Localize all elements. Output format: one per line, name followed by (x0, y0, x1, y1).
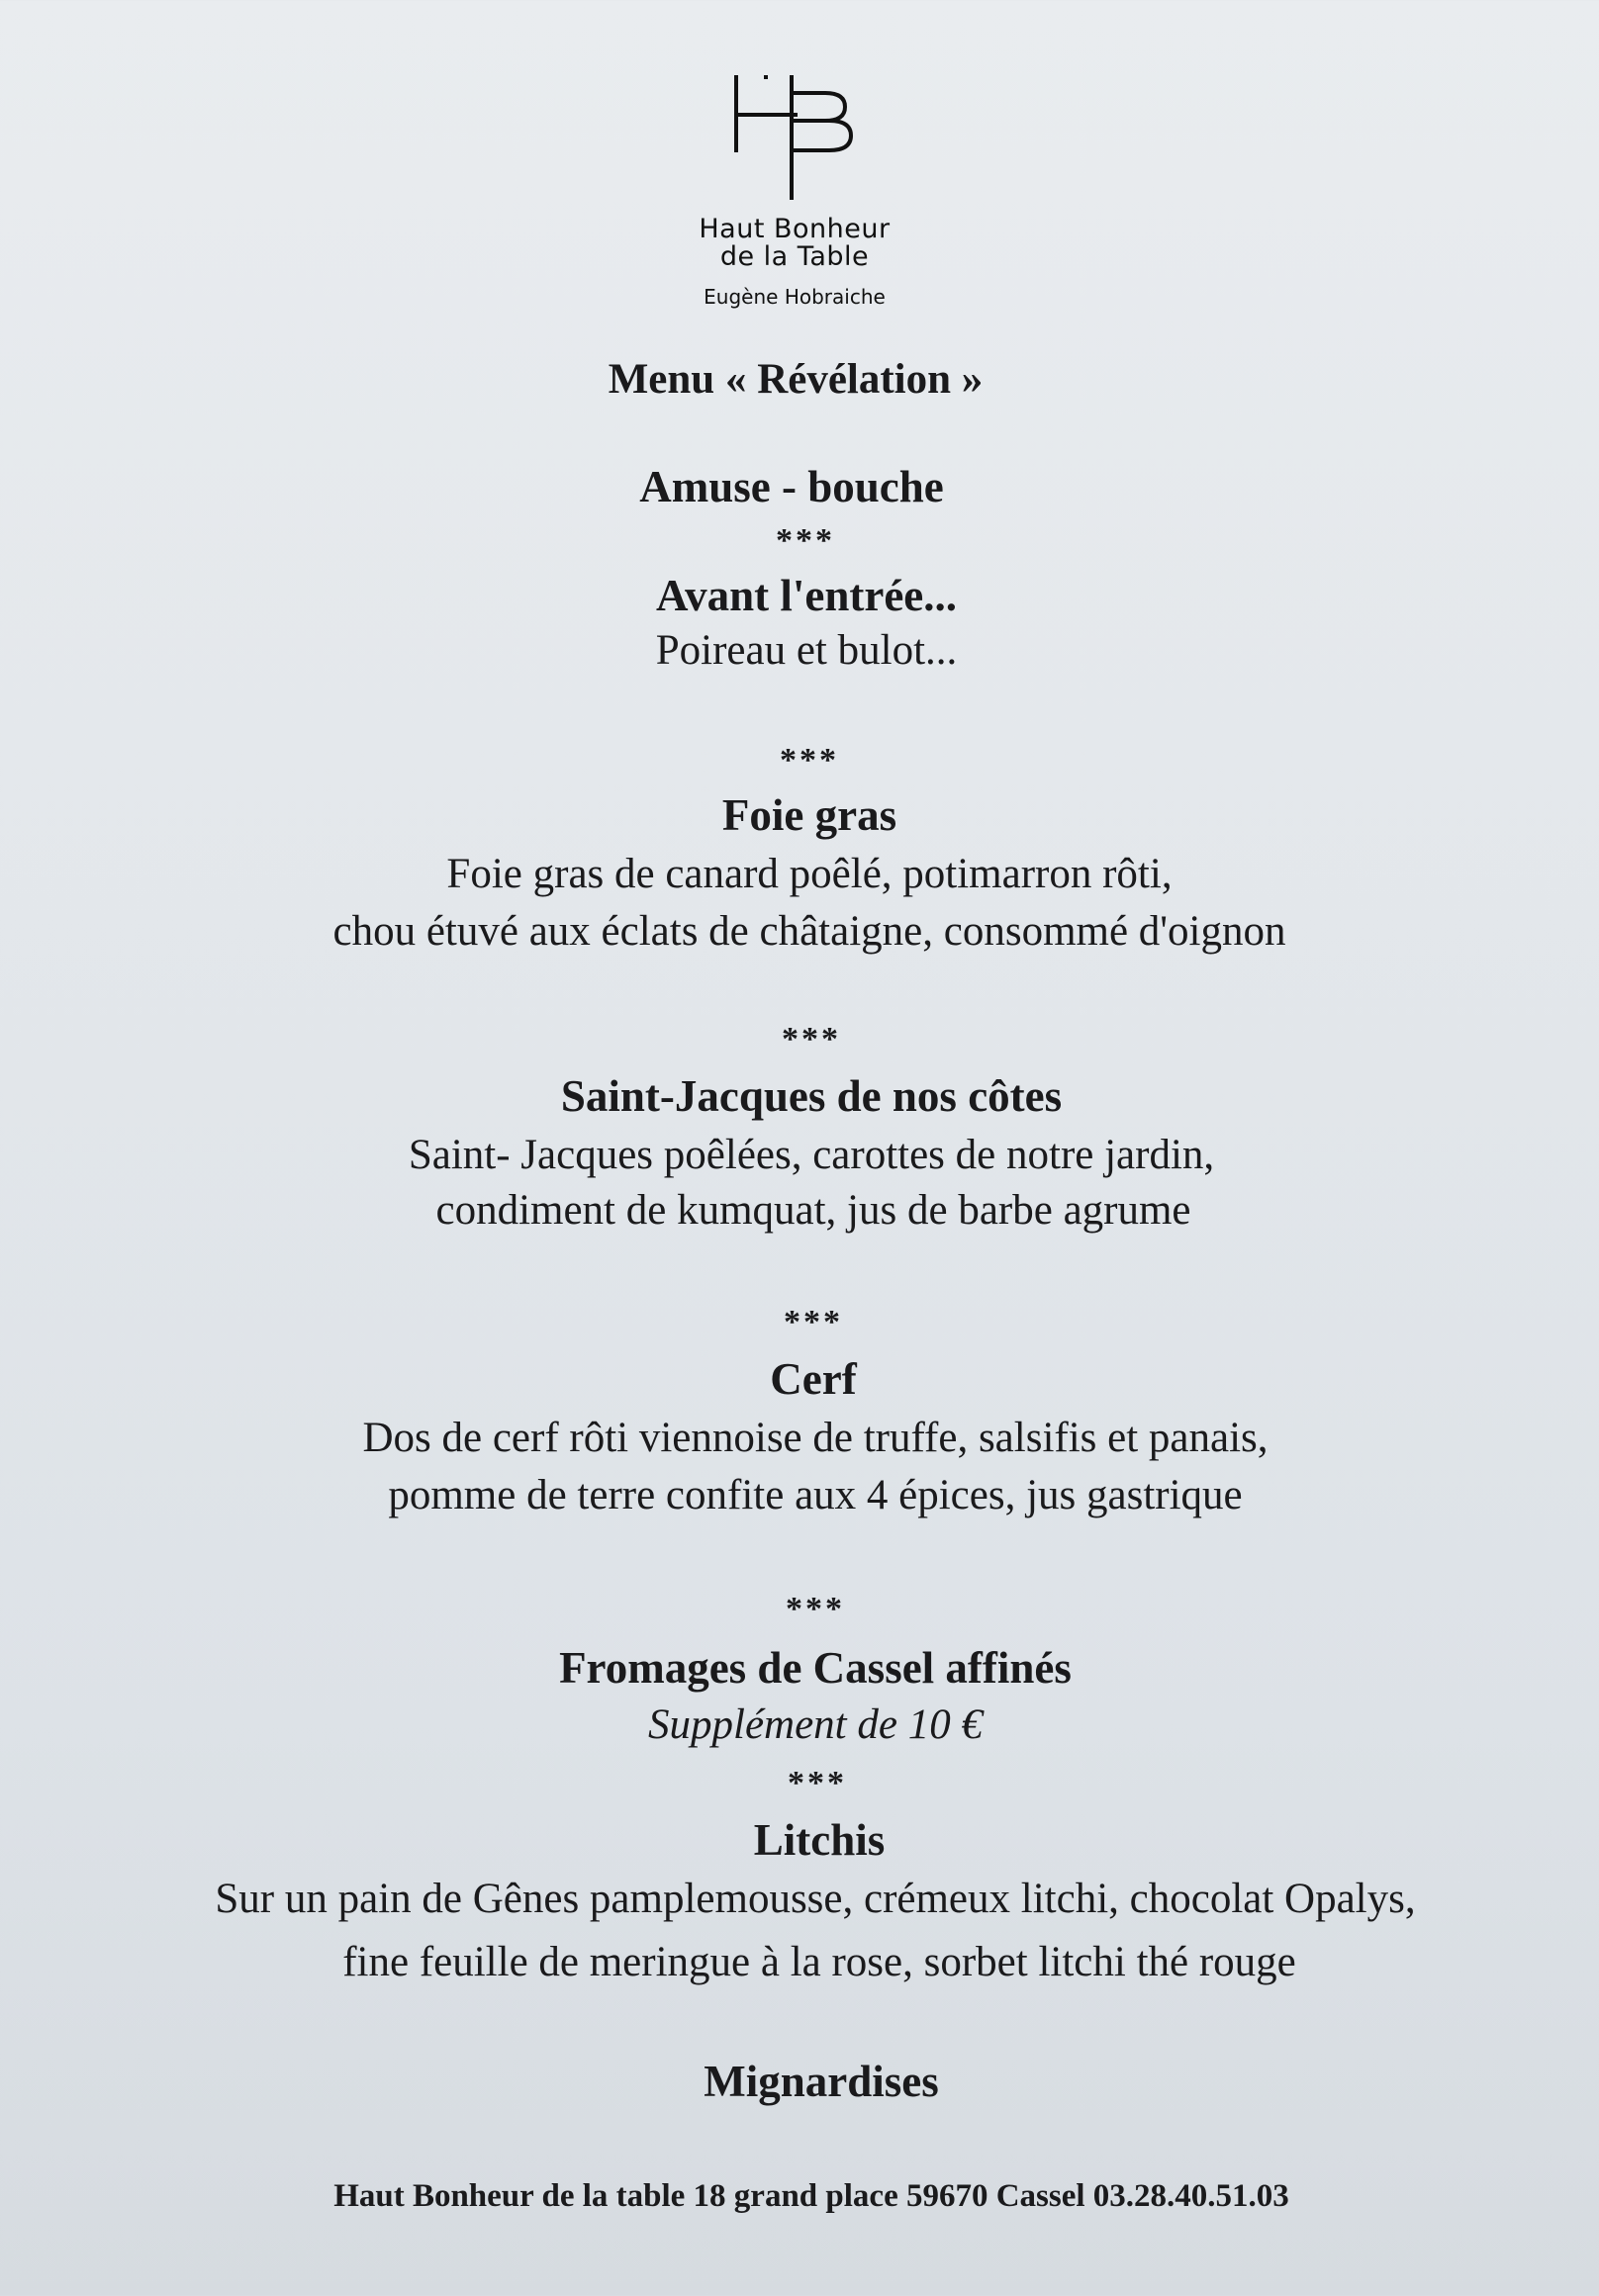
separator: *** (780, 742, 839, 779)
course-description: pomme de terre confite aux 4 épices, jus gastrique (388, 1472, 1243, 1518)
course-title-fromages: Fromages de Cassel affinés (559, 1643, 1072, 1693)
hb-monogram-logo (728, 69, 859, 206)
course-description: Poireau et bulot... (655, 627, 958, 674)
course-description: Dos de cerf rôti viennoise de truffe, salsifis et panais, (362, 1415, 1269, 1461)
course-title-litchis: Litchis (753, 1815, 886, 1865)
supplement-price: Supplément de 10 € (648, 1701, 983, 1748)
separator: *** (786, 1591, 845, 1627)
separator: *** (776, 522, 835, 559)
restaurant-name-line1: Haut Bonheur (699, 214, 891, 244)
course-title-mignardises: Mignardises (704, 2057, 939, 2106)
menu-title: Menu « Révélation » (608, 356, 984, 403)
course-title-avant-entree: Avant l'entrée... (655, 571, 958, 620)
course-description: fine feuille de meringue à la rose, sorbet litchi thé rouge (342, 1939, 1296, 1985)
separator: *** (784, 1304, 843, 1340)
course-description: Foie gras de canard poêlé, potimarron rôti, (446, 851, 1173, 897)
course-title-cerf: Cerf (770, 1354, 857, 1404)
course-title-saint-jacques: Saint-Jacques de nos côtes (560, 1071, 1063, 1121)
course-title-amuse-bouche: Amuse - bouche (639, 462, 944, 511)
separator: *** (788, 1765, 847, 1801)
course-description: Sur un pain de Gênes pamplemousse, crémeux litchi, chocolat Opalys, (215, 1876, 1416, 1922)
separator: *** (782, 1021, 841, 1057)
course-description: chou étuvé aux éclats de châtaigne, consommé d'oignon (332, 908, 1286, 955)
course-description: Saint- Jacques poêlées, carottes de notre jardin, (408, 1132, 1215, 1178)
chef-name: Eugène Hobraiche (704, 285, 886, 309)
course-description: condiment de kumquat, jus de barbe agrume (435, 1187, 1191, 1234)
course-title-foie-gras: Foie gras (721, 790, 897, 840)
restaurant-name-line2: de la Table (719, 241, 870, 272)
footer-address: Haut Bonheur de la table 18 grand place 59670 Cassel 03.28.40.51.03 (333, 2178, 1289, 2214)
